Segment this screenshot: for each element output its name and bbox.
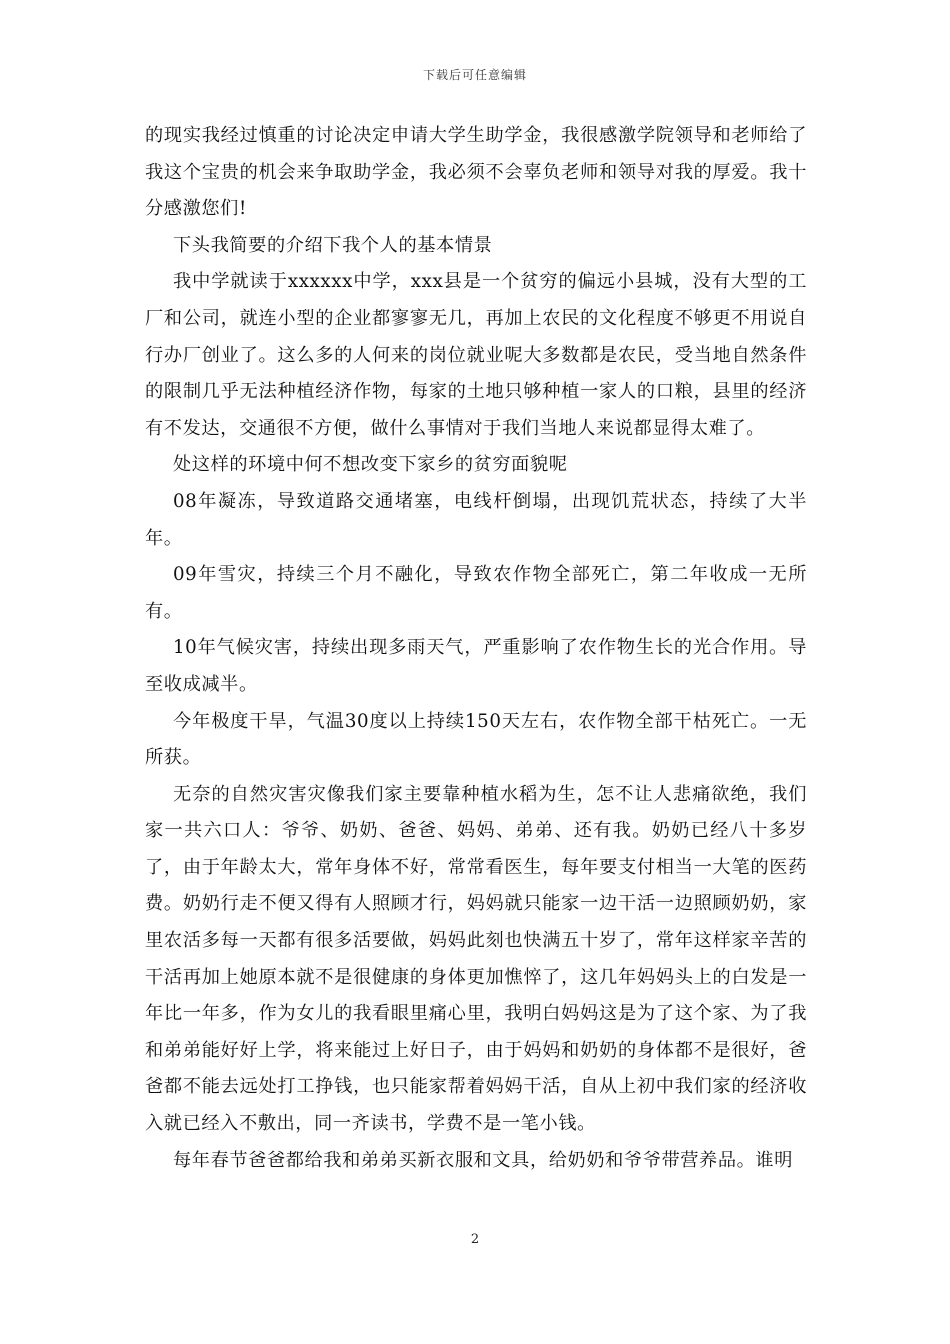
- paragraph: 每年春节爸爸都给我和弟弟买新衣服和文具，给奶奶和爷爷带营养品。谁明: [173, 1149, 793, 1171]
- paragraph: 10年气候灾害，持续出现多雨天气，严重影响了农作物生长的光合作用。导至收成减半。: [145, 637, 807, 695]
- paragraph: 的现实我经过慎重的讨论决定申请大学生助学金，我很感激学院领导和老师给了我这个宝贵的机会来争取助学金，我必须不会辜负老师和领导对我的厚爱。我十分感激您们!: [145, 125, 807, 220]
- paragraph: 09年雪灾，持续三个月不融化，导致农作物全部死亡，第二年收成一无所有。: [145, 564, 807, 622]
- paragraph: 今年极度干旱，气温30度以上持续150天左右，农作物全部干枯死亡。一无所获。: [145, 710, 807, 769]
- page-header: 下载后可任意编辑: [422, 68, 527, 82]
- paragraph: 处这样的环境中何不想改变下家乡的贫穷面貌呢: [173, 454, 568, 476]
- page-number: 2: [470, 1232, 480, 1247]
- paragraph: 无奈的自然灾害灾像我们家主要靠种植水稻为生，怎不让人悲痛欲绝，我们家一共六口人：爷爷、奶奶、爸爸、妈妈、弟弟、还有我。奶奶已经八十多岁了，由于年龄太大，常年身体不好，常常看医生，每年要支付相当一大笔的医药费。奶奶行走不便又得有人照顾才行，妈妈就只能家一边干活一边照顾奶奶，家里农活多每一天都有很多活要做，妈妈此刻也快满五十岁了，常年这样家辛苦的干活再加上她原本就不是很健康的身体更加憔悴了，这几年妈妈头上的白发是一年比一年多，作为女儿的我看眼里痛心里，我明白妈妈这是为了这个家、为了我和弟弟能好好上学，将来能过上好日子，由于妈妈和奶奶的身体都不是很好，爸爸都不能去远处打工挣钱，也只能家帮着妈妈干活，自从上初中我们家的经济收入就已经入不敷出，同一齐读书，学费不是一笔小钱。: [145, 783, 807, 1135]
- paragraph: 08年凝冻，导致道路交通堵塞，电线杆倒塌，出现饥荒状态，持续了大半年。: [145, 490, 807, 549]
- paragraph: 下头我简要的介绍下我个人的基本情景: [173, 234, 493, 256]
- document-body: [145, 118, 807, 1179]
- paragraph: 我中学就读于xxxxxx中学，xxx县是一个贫穷的偏远小县城，没有大型的工厂和公司，就连小型的企业都寥寥无几，再加上农民的文化程度不够更不用说自行办厂创业了。这么多的人何来的岗位就业呢大多数都是农民，受当地自然条件的限制几乎无法种植经济作物，每家的土地只够种植一家人的口粮，县里的经济有不发达，交通很不方便，做什么事情对于我们当地人来说都显得太难了。: [145, 271, 807, 439]
